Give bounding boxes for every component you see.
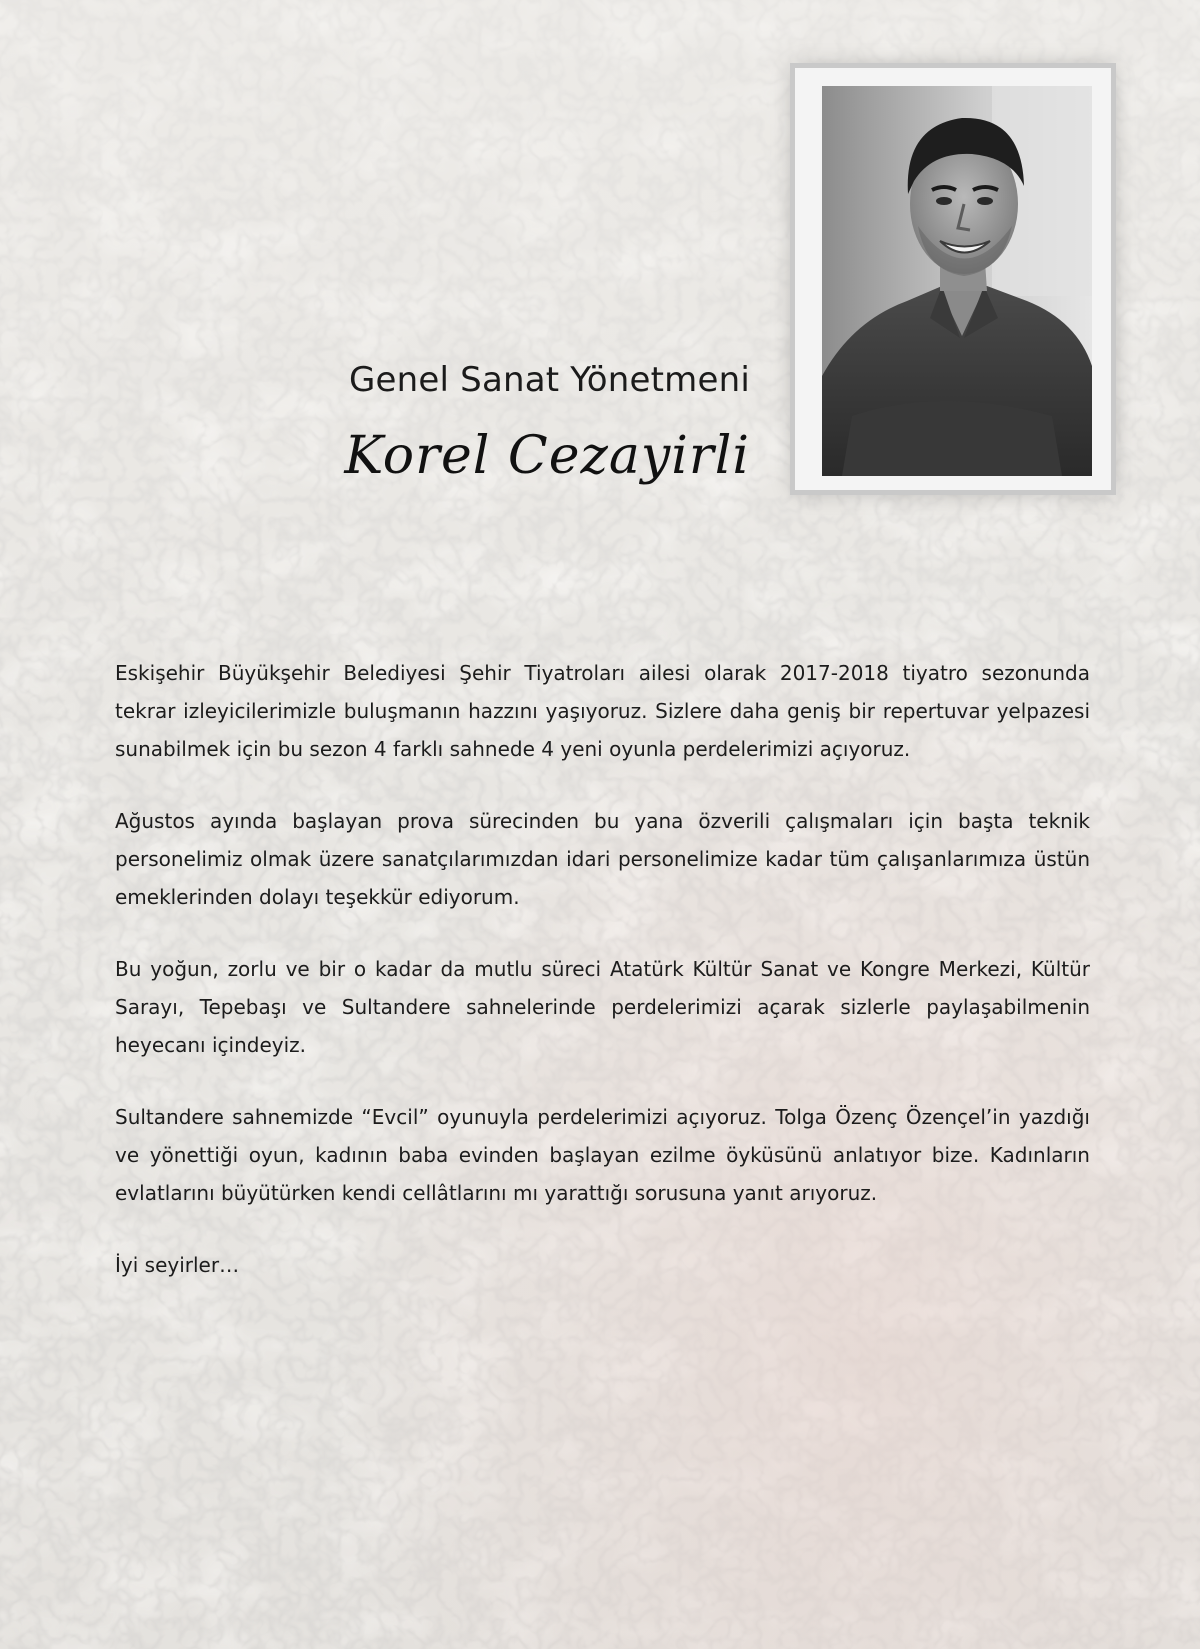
closing-line: İyi seyirler… [115,1253,240,1277]
paragraph: Ağustos ayında başlayan prova sürecinden bu yana özverili çalışmaları için başta teknik personelimiz olmak üzere sanatçılarımızdan idari personelimize kadar tüm çalışanlarımıza üstün emeklerinden dolayı teşekkür ediyorum. [115,809,1090,909]
role-title: Genel Sanat Yönetmeni [348,360,750,400]
paragraph: Eskişehir Büyükşehir Belediyesi Şehir Tiyatroları ailesi olarak 2017-2018 tiyatro sezonunda tekrar izleyicilerimizle buluşmanın hazzını yaşıyoruz. Sizlere daha geniş bir repertuvar yelpazesi sunabilmek için bu sezon 4 farklı sahnede 4 yeni oyunla perdelerimizi açıyoruz. [115,661,1090,761]
director-name: Korel Cezayirli [344,426,750,486]
paragraph: Bu yoğun, zorlu ve bir o kadar da mutlu süreci Atatürk Kültür Sanat ve Kongre Merkezi, Kültür Sarayı, Tepebaşı ve Sultandere sahnelerinde perdelerimizi açarak sizlerle paylaşabilmenin heyecanı içindeyiz. [115,957,1090,1057]
portrait-frame [795,68,1111,490]
message-body [115,654,1090,1318]
portrait-photo-icon [822,86,1092,476]
paragraph: Sultandere sahnemizde “Evcil” oyunuyla perdelerimizi açıyoruz. Tolga Özenç Özençel’in yazdığı ve yönettiği oyun, kadının baba evinden başlayan ezilme öyküsünü anlatıyor bize. Kadınların evlatlarını büyütürken kendi cellâtlarını mı yarattığı sorusuna yanıt arıyoruz. [115,1105,1090,1205]
